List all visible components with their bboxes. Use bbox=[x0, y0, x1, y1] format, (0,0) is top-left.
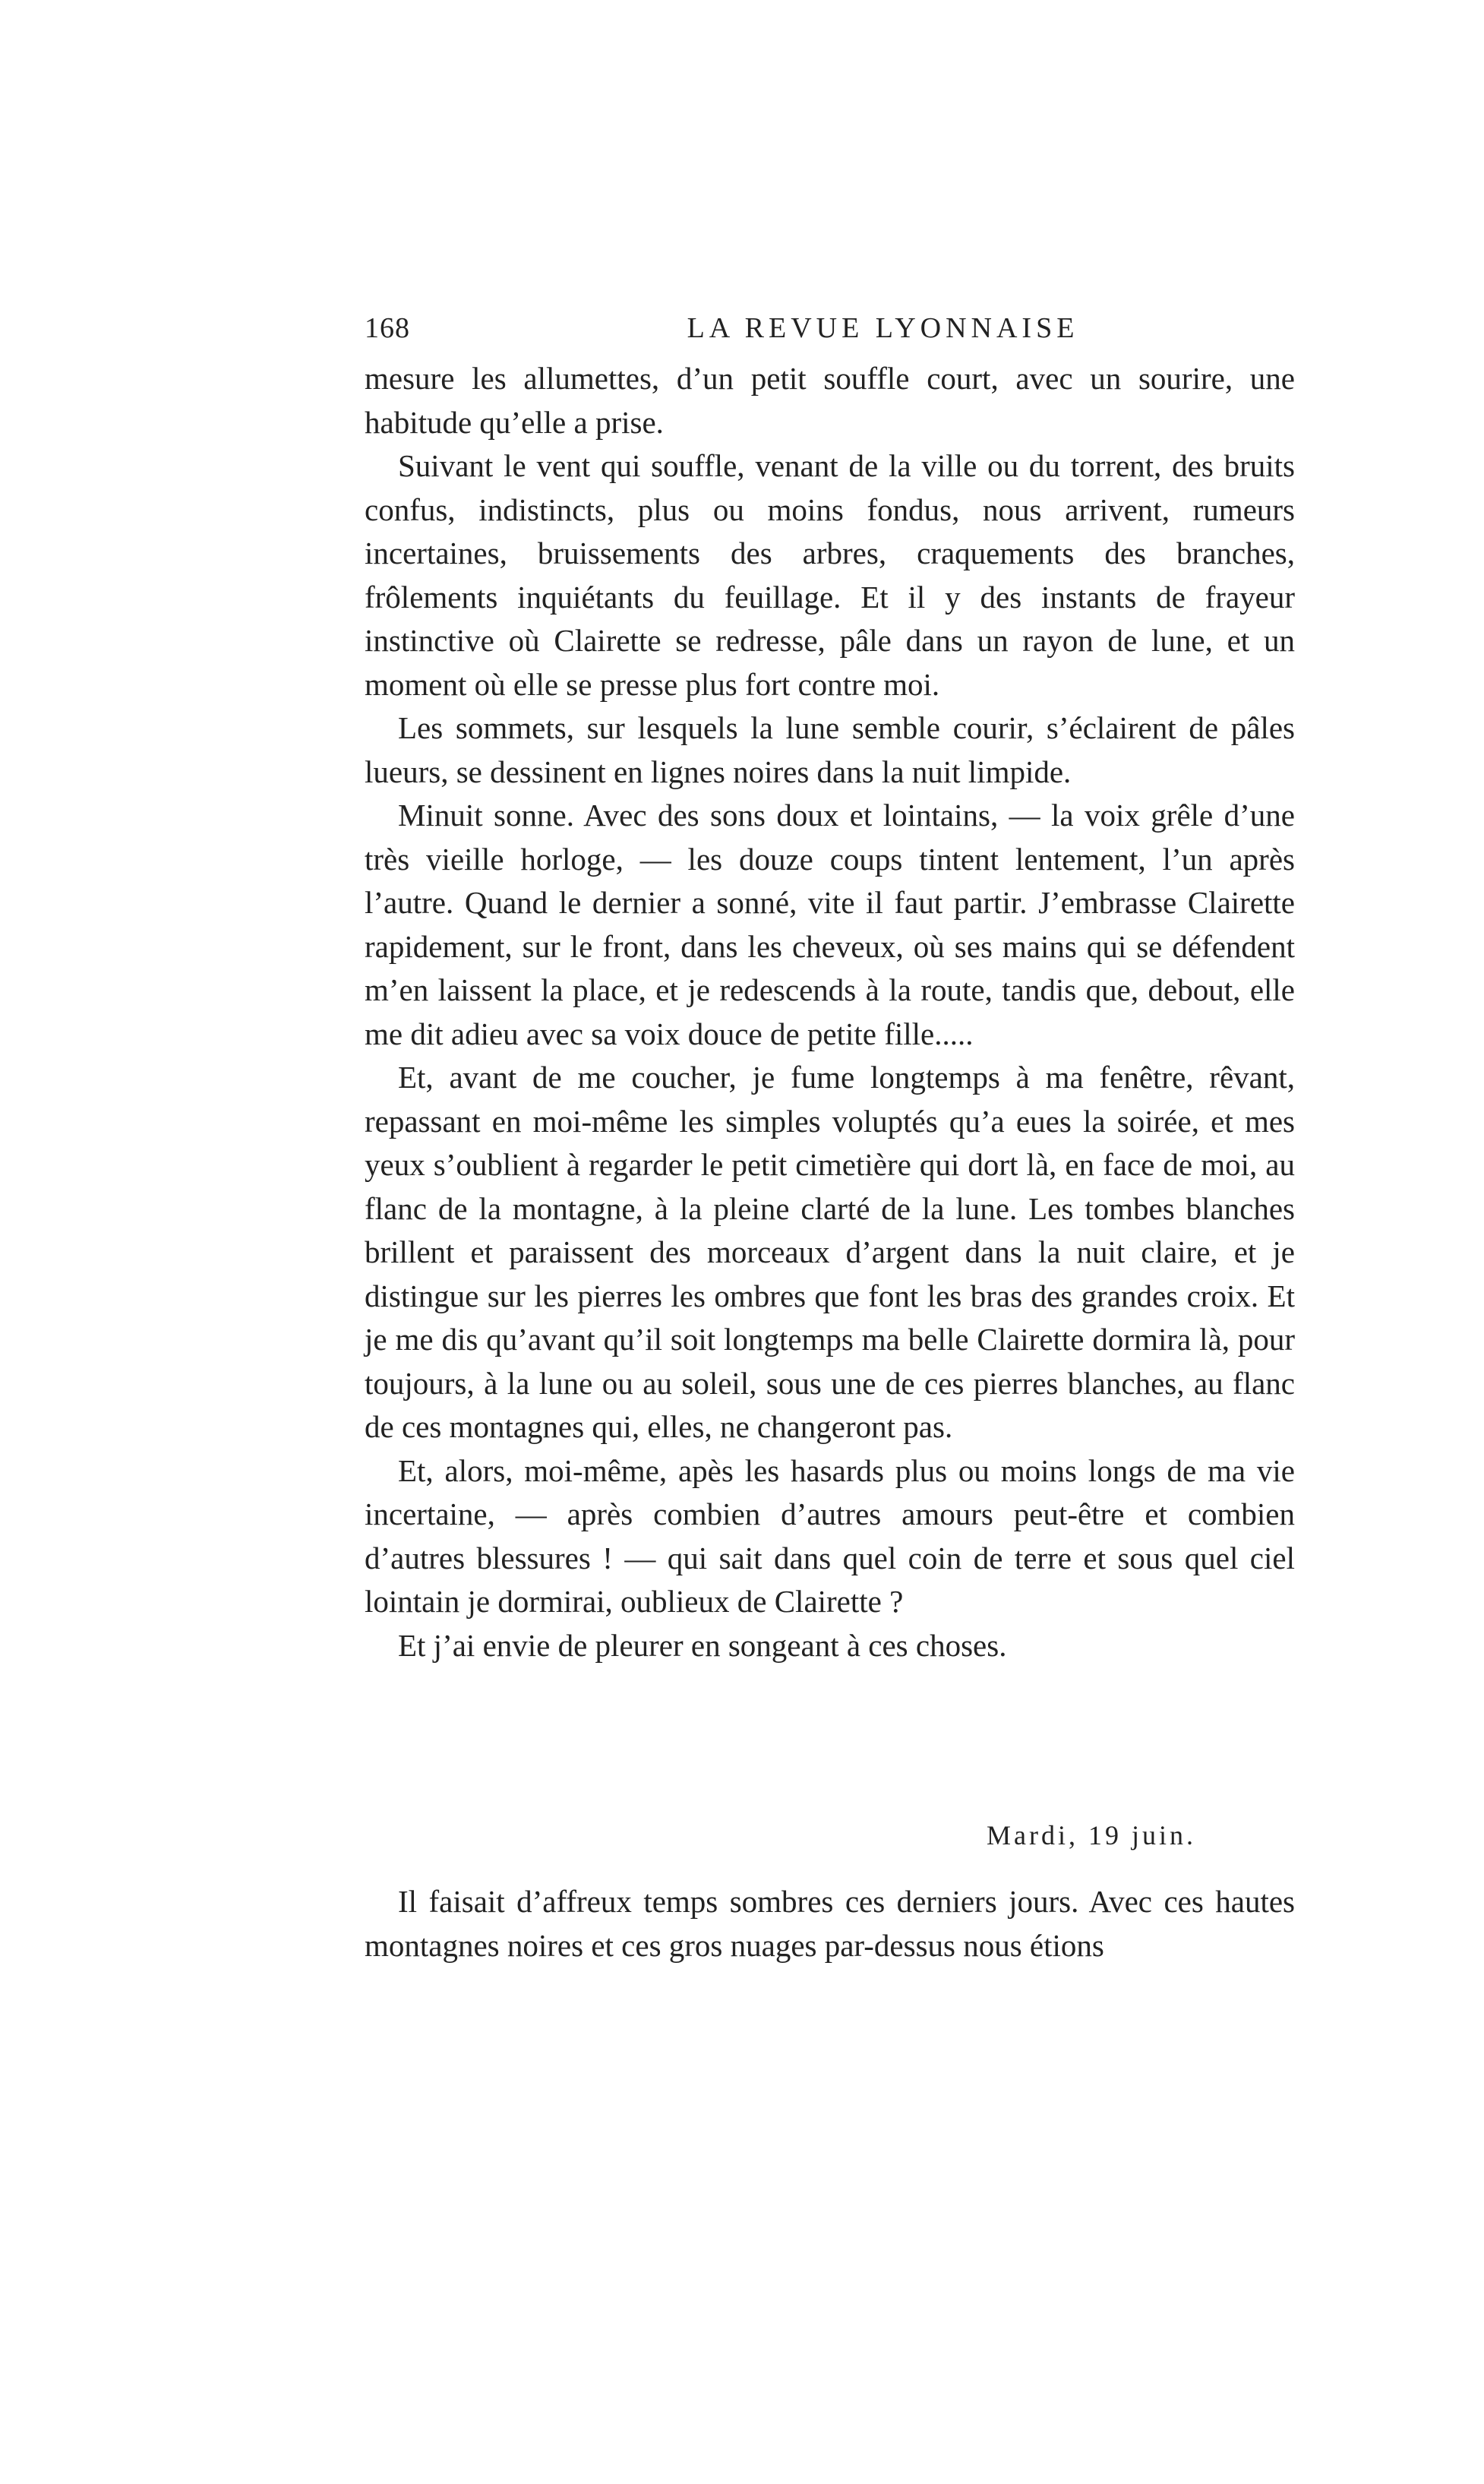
paragraph: Il faisait d’affreux temps sombres ces derniers jours. Avec ces hautes montagnes noires et ces gros nuages par-dessus nous étions bbox=[365, 1884, 1295, 1963]
running-title: LA REVUE LYONNAISE bbox=[687, 312, 1079, 344]
paragraph: Et, alors, moi-même, apès les hasards plus ou moins longs de ma vie incertaine, — après combien d’autres amours peut-être et combien d’autres blessures ! — qui sait dans quel coin de terre et sous quel ciel lointain je dormirai, oublieux de Clairette ? bbox=[365, 1452, 1295, 1619]
main-text-continued bbox=[365, 1880, 1295, 1967]
page-number: 168 bbox=[365, 312, 410, 344]
paragraph: Et j’ai envie de pleurer en songeant à ces choses. bbox=[398, 1627, 1007, 1663]
page-header bbox=[365, 311, 1295, 349]
paragraph: Suivant le vent qui souffle, venant de la ville ou du torrent, des bruits confus, indistincts, plus ou moins fondus, nous arrivent, rumeurs incertaines, bruissements des arbres, craquements des branches, frôlements inquiétants du feuillage. Et il y des instants de frayeur instinctive où Clairette se redresse, pâle dans un rayon de lune, et un moment où elle se presse plus fort contre moi. bbox=[365, 448, 1295, 702]
paragraph-continuation: mesure les allumettes, d’un petit souffle court, avec un sourire, une habitude qu’elle a prise. bbox=[365, 361, 1295, 440]
paragraph: Minuit sonne. Avec des sons doux et lointains, — la voix grêle d’une très vieille horloge, — les douze coups tintent lentement, l’un après l’autre. Quand le dernier a sonné, vite il faut partir. J’embrasse Clairette rapidement, sur le front, dans les cheveux, où ses mains qui se défendent m’en laissent la place, et je redescends à la route, tandis que, debout, elle me dit adieu avec sa voix douce de petite fille..... bbox=[365, 798, 1295, 1051]
paragraph: Les sommets, sur lesquels la lune semble courir, s’éclairent de pâles lueurs, se dessinent en lignes noires dans la nuit limpide. bbox=[365, 710, 1295, 789]
paragraph: Et, avant de me coucher, je fume longtemps à ma fenêtre, rêvant, repassant en moi-même les simples voluptés qu’a eues la soirée, et mes yeux s’oublient à regarder le petit cimetière qui dort là, en face de moi, au flanc de la montagne, à la pleine clarté de la lune. Les tombes blanches brillent et paraissent des morceaux d’argent dans la nuit claire, et je distingue sur les pierres les ombres que font les bras des grandes croix. Et je me dis qu’avant qu’il soit longtemps ma belle Clairette dormira là, pour toujours, à la lune ou au soleil, sous une de ces pierres blanches, au flanc de ces montagnes qui, elles, ne changeront pas. bbox=[365, 1060, 1295, 1444]
dateline: Mardi, 19 juin. bbox=[987, 1820, 1196, 1850]
main-text bbox=[365, 357, 1295, 1667]
